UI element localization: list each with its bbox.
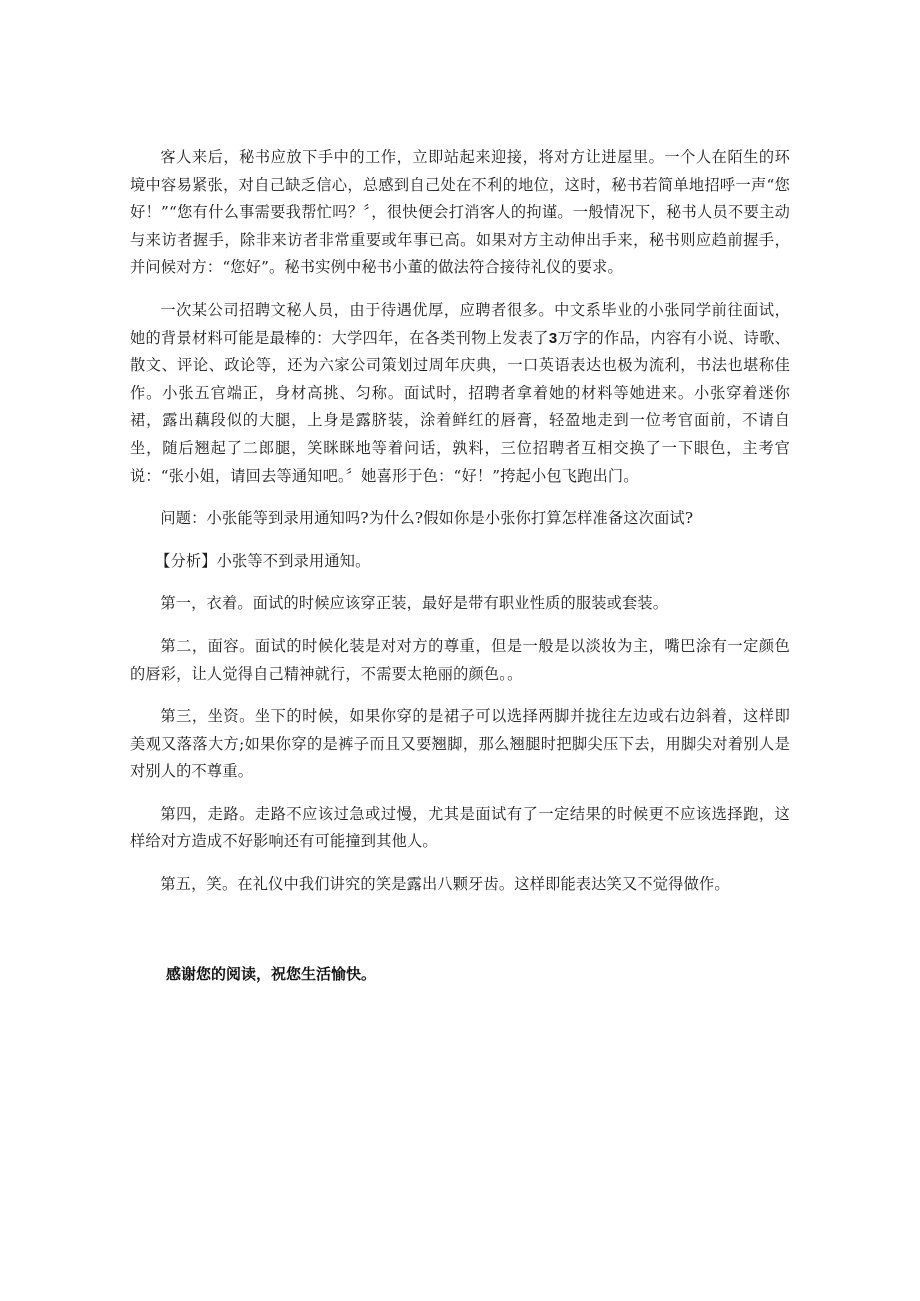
paragraph-point-walking: 第四，走路。走路不应该过急或过慢，尤其是面试有了一定结果的时候更不应该选择跑，这样给对方造成不好影响还有可能撞到其他人。 [130,804,790,851]
paragraph-secretary-reception: 客人来后，秘书应放下手中的工作，立即站起来迎接，将对方让进屋里。一个人在陌生的环境中容易紧张，对自己缺乏信心，总感到自己处在不利的地位，这时，秘书若简单地招呼一声“您好！”“您有什么事需要我帮忙吗？〞，很快便会打消客人的拘谨。一般情况下，秘书人员不要主动与来访者握手，除非来访者非常重要或年事已高。如果对方主动伸出手来，秘书则应趋前握手，并问候对方：“您好”。秘书实例中秘书小董的做法符合接待礼仪的要求。 [130,148,790,277]
case-text-before: 一次某公司招聘文秘人员，由于待遇优厚，应聘者很多。中文系毕业的小张同学前往面试，她的背景材料可能是最棒的：大学四年，在各类刊物上发表了 [130,300,790,347]
paragraph-analysis [130,548,790,576]
paragraph-question: 问题：小张能等到录用通知吗?为什么?假如你是小张你打算怎样准备这次面试? [160,509,694,528]
paragraph-interview-case [130,297,790,490]
case-number: 3 [548,329,558,347]
analysis-text: 小张等不到录用通知。 [216,551,371,570]
document-body [130,144,790,914]
closing-message: 感谢您的阅读，祝您生活愉快。 [166,965,377,983]
case-text-after: 万字的作品，内容有小说、诗歌、散文、评论、政论等，还为六家公司策划过周年庆典，一口英语表达也极为流利，书法也堪称佳作。小张五官端正，身材高挑、匀称。面试时，招聘者拿着她的材料等她进来。小张穿着迷你裙，露出藕段似的大腿，上身是露脐装，涂着鲜红的唇膏，轻盈地走到一位考官面前，不请自坐，随后翘起了二郎腿，笑眯眯地等着问话，孰料，三位招聘者互相交换了一下眼色，主考官说：“张小姐，请回去等通知吧。〞她喜形于色：“好！”挎起小包飞跑出门。 [130,328,790,485]
paragraph-point-face: 第二，面容。面试的时候化装是对对方的尊重，但是一般是以淡妆为主，嘴巴涂有一定颜色的唇彩，让人觉得自己精神就行，不需要太艳丽的颜色。。 [130,636,790,683]
analysis-label: 【分析】 [155,551,217,570]
paragraph-point-sitting: 第三，坐资。坐下的时候，如果你穿的是裙子可以选择两脚并拢往左边或右边斜着，这样即美观又落落大方;如果你穿的是裤子而且又要翘脚，那么翘腿时把脚尖压下去，用脚尖对着别人是对别人的不尊重。 [130,707,790,781]
paragraph-point-smile: 第五，笑。在礼仪中我们讲究的笑是露出八颗牙齿。这样即能表达笑又不觉得做作。 [160,875,730,894]
paragraph-point-clothing: 第一，衣着。面试的时候应该穿正装，最好是带有职业性质的服装或套装。 [160,594,669,613]
